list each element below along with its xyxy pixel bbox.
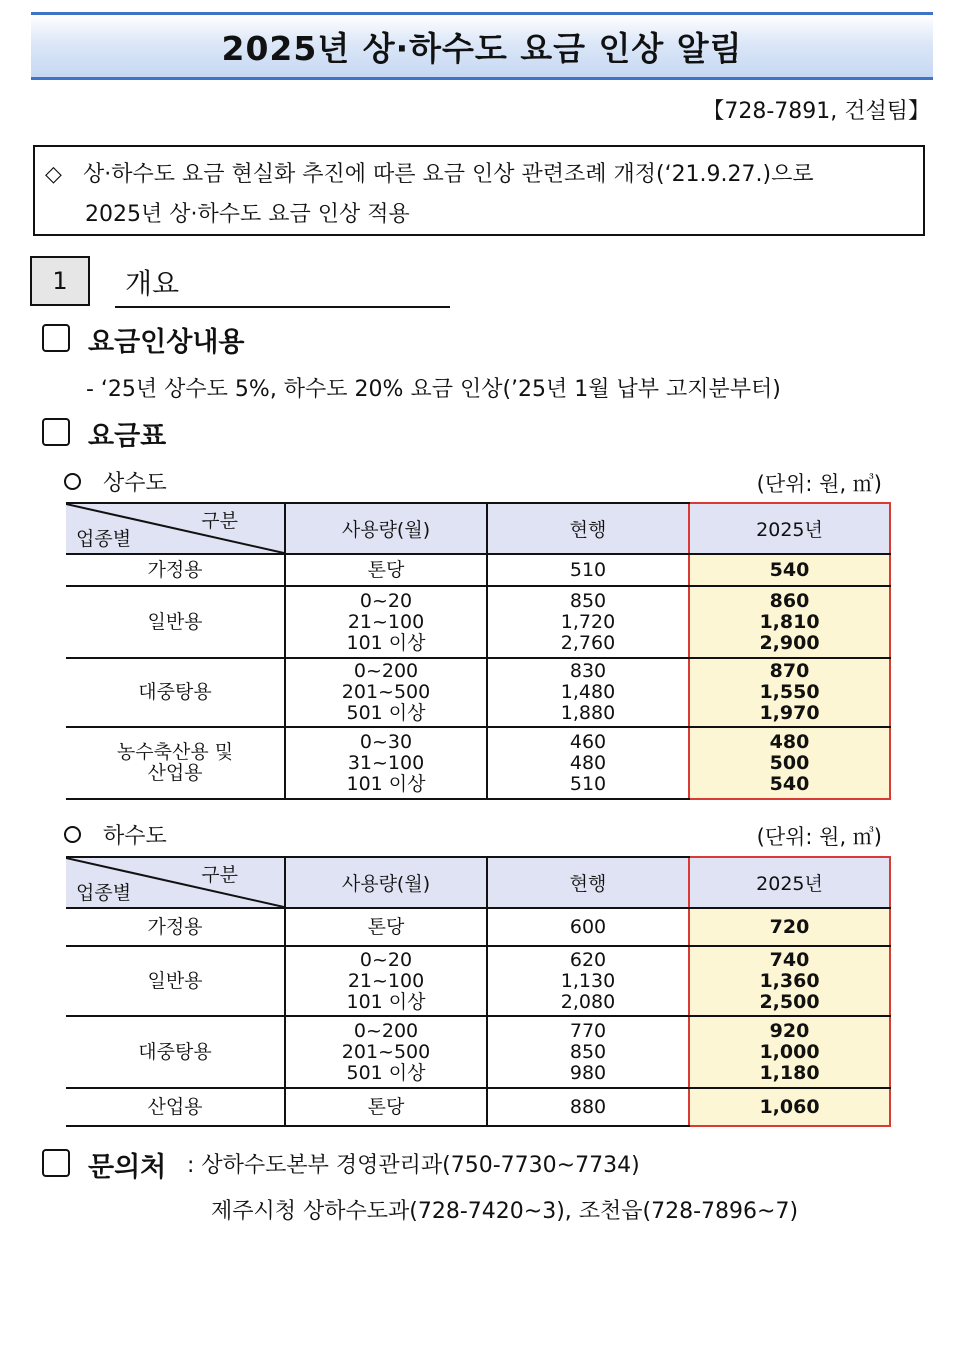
section-underline (115, 306, 450, 308)
table-header-row (66, 503, 890, 554)
table-row (66, 1016, 890, 1088)
new-rate-cell (689, 554, 890, 586)
table-row (66, 946, 890, 1016)
table-row (66, 658, 890, 727)
header-usage: 사용량(월) (285, 857, 487, 908)
diagonal-header-cell (66, 503, 285, 554)
usage-cell (285, 1088, 487, 1126)
new-rate-cell-value: 540 (769, 558, 810, 581)
usage-cell-value: 21~100 (347, 610, 425, 633)
usage-cell-value: 톤당 (367, 915, 405, 938)
current-rate-cell-values (488, 732, 688, 795)
header-current: 현행 (487, 503, 689, 554)
usage-cell (285, 658, 487, 727)
usage-cell-value: 0~30 (359, 730, 413, 753)
new-rate-cell (689, 727, 890, 799)
business-type: 대중탕용 (138, 1040, 212, 1063)
new-rate-cell-value: 2,500 (759, 990, 820, 1013)
sewage-unit: (단위: 원, ㎥) (756, 825, 882, 849)
notice-text-2: 2025년 상·하수도 요금 인상 적용 (85, 202, 410, 227)
business-type: 농수축산용 및 산업용 (116, 741, 234, 784)
new-rate-cell (689, 1016, 890, 1088)
section-title: 개요 (125, 267, 180, 300)
table-row (66, 908, 890, 946)
new-rate-cell-values (690, 560, 889, 581)
inquiry-label: 문의처 (88, 1152, 167, 1183)
business-type: 가정용 (147, 558, 203, 581)
usage-cell (285, 586, 487, 658)
current-rate-cell-value: 620 (569, 948, 607, 971)
sewage-table (66, 856, 891, 1127)
new-rate-cell-value: 1,550 (759, 681, 820, 703)
section-number: 1 (30, 256, 90, 306)
current-rate-cell-value: 1,720 (560, 610, 616, 633)
business-type-cell (66, 658, 285, 727)
rate-increase-detail: - ‘25년 상수도 5%, 하수도 20% 요금 인상(’25년 1월 납부 고지분부터) (86, 377, 781, 402)
notice-box (33, 145, 925, 236)
header-category: 구분 (201, 510, 238, 532)
current-rate-cell (487, 946, 689, 1016)
header-usage: 사용량(월) (285, 503, 487, 554)
current-rate-cell-values (488, 1021, 688, 1084)
water-supply-table (66, 502, 891, 800)
usage-cell-values (286, 1021, 486, 1084)
current-rate-cell-values (488, 661, 688, 724)
new-rate-cell-value: 480 (769, 730, 810, 753)
checkbox-icon (42, 324, 70, 352)
usage-cell-value: 0~200 (353, 1019, 419, 1042)
new-rate-cell-value: 740 (769, 948, 810, 971)
water-supply-label: 상수도 (103, 471, 167, 496)
new-rate-cell-values (690, 1097, 889, 1118)
header-2025: 2025년 (689, 857, 890, 908)
usage-cell-values (286, 661, 486, 724)
current-rate-cell-values (488, 591, 688, 654)
current-rate-cell-value: 850 (569, 589, 607, 612)
usage-cell-value: 31~100 (347, 751, 425, 774)
water-supply-unit: (단위: 원, ㎥) (756, 472, 882, 496)
usage-cell-values (286, 560, 486, 581)
usage-cell-values (286, 917, 486, 938)
new-rate-cell-value: 860 (769, 589, 810, 612)
new-rate-cell (689, 1088, 890, 1126)
usage-cell-value: 101 이상 (346, 990, 426, 1013)
notice-line-1 (45, 155, 911, 195)
new-rate-cell-value: 870 (769, 660, 810, 682)
department-contact: 【728-7891, 건설팀】 (702, 99, 930, 124)
usage-cell-value: 201~500 (341, 1040, 431, 1063)
business-type-cell (66, 727, 285, 799)
current-rate-cell-value: 770 (569, 1019, 607, 1042)
usage-cell (285, 727, 487, 799)
usage-cell-value: 0~20 (359, 948, 413, 971)
usage-cell-value: 0~20 (359, 589, 413, 612)
header-2025: 2025년 (689, 503, 890, 554)
new-rate-cell-value: 1,360 (759, 969, 820, 992)
rate-table-heading: 요금표 (88, 421, 167, 452)
new-rate-cell-values (690, 732, 889, 795)
usage-cell-values (286, 591, 486, 654)
current-rate-cell-values (488, 917, 688, 938)
table-row (66, 727, 890, 799)
current-rate-cell-value: 600 (569, 915, 607, 938)
notice-text-1: 상·하수도 요금 현실화 추진에 따른 요금 인상 관련조례 개정(‘21.9.27.)으로 (83, 162, 814, 187)
current-rate-cell-value: 980 (569, 1061, 607, 1084)
table-header-row (66, 857, 890, 908)
new-rate-cell (689, 658, 890, 727)
usage-cell-value: 톤당 (367, 1095, 405, 1118)
usage-cell-value: 501 이상 (346, 1061, 426, 1084)
new-rate-cell (689, 946, 890, 1016)
circle-bullet-icon (64, 826, 81, 843)
current-rate-cell-values (488, 950, 688, 1013)
business-type: 일반용 (147, 969, 203, 992)
current-rate-cell (487, 586, 689, 658)
usage-cell (285, 1016, 487, 1088)
current-rate-cell-value: 850 (569, 1040, 607, 1063)
usage-cell-value: 101 이상 (346, 772, 426, 795)
new-rate-cell-values (690, 950, 889, 1013)
business-type: 일반용 (147, 610, 203, 633)
new-rate-cell-value: 1,810 (759, 610, 820, 633)
current-rate-cell-value: 830 (569, 660, 607, 682)
header-current: 현행 (487, 857, 689, 908)
usage-cell (285, 554, 487, 586)
sewage-label: 하수도 (103, 824, 167, 849)
current-rate-cell-values (488, 1097, 688, 1118)
diagonal-header-cell (66, 857, 285, 908)
new-rate-cell-value: 1,000 (759, 1040, 820, 1063)
current-rate-cell (487, 1016, 689, 1088)
new-rate-cell-value: 1,060 (759, 1095, 820, 1118)
inquiry-line-1: : 상하수도본부 경영관리과(750-7730~7734) (187, 1153, 640, 1178)
business-type: 산업용 (147, 1095, 203, 1118)
current-rate-cell-value: 1,880 (560, 702, 616, 724)
page-title: 2025년 상·하수도 요금 인상 알림 (221, 28, 743, 68)
new-rate-cell-value: 920 (769, 1019, 810, 1042)
usage-cell-value: 21~100 (347, 969, 425, 992)
usage-cell-values (286, 950, 486, 1013)
new-rate-cell-values (690, 661, 889, 724)
header-business-type: 업종별 (76, 528, 132, 550)
usage-cell (285, 908, 487, 946)
circle-bullet-icon (64, 473, 81, 490)
usage-cell-value: 0~200 (353, 660, 419, 682)
usage-cell-value: 501 이상 (346, 702, 426, 724)
business-type-cell (66, 586, 285, 658)
current-rate-cell-value: 510 (569, 558, 607, 581)
new-rate-cell-value: 1,970 (759, 702, 820, 724)
checkbox-icon (42, 418, 70, 446)
current-rate-cell-value: 1,480 (560, 681, 616, 703)
checkbox-icon (42, 1149, 70, 1177)
table-row (66, 1088, 890, 1126)
current-rate-cell-value: 2,080 (560, 990, 616, 1013)
business-type-cell (66, 554, 285, 586)
business-type-cell (66, 1016, 285, 1088)
new-rate-cell-value: 540 (769, 772, 810, 795)
inquiry-line-2: 제주시청 상하수도과(728-7420~3), 조천읍(728-7896~7) (211, 1199, 799, 1224)
header-category: 구분 (201, 864, 238, 886)
current-rate-cell-value: 880 (569, 1095, 607, 1118)
header-business-type: 업종별 (76, 882, 132, 904)
current-rate-cell-value: 460 (569, 730, 607, 753)
business-type-cell (66, 908, 285, 946)
diamond-icon: ◇ (45, 162, 62, 187)
current-rate-cell-value: 480 (569, 751, 607, 774)
new-rate-cell (689, 908, 890, 946)
usage-cell-values (286, 732, 486, 795)
new-rate-cell-value: 720 (769, 915, 810, 938)
current-rate-cell (487, 554, 689, 586)
usage-cell-values (286, 1097, 486, 1118)
rate-increase-heading: 요금인상내용 (88, 327, 245, 358)
new-rate-cell-value: 500 (769, 751, 810, 774)
current-rate-cell-value: 2,760 (560, 631, 616, 654)
current-rate-cell (487, 1088, 689, 1126)
new-rate-cell (689, 586, 890, 658)
title-banner (31, 12, 933, 80)
business-type-cell (66, 946, 285, 1016)
business-type-cell (66, 1088, 285, 1126)
new-rate-cell-value: 1,180 (759, 1061, 820, 1084)
current-rate-cell (487, 658, 689, 727)
table-row (66, 554, 890, 586)
business-type: 가정용 (147, 915, 203, 938)
business-type: 대중탕용 (138, 681, 212, 703)
current-rate-cell-value: 510 (569, 772, 607, 795)
current-rate-cell-value: 1,130 (560, 969, 616, 992)
new-rate-cell-values (690, 1021, 889, 1084)
current-rate-cell (487, 727, 689, 799)
new-rate-cell-values (690, 917, 889, 938)
usage-cell-value: 톤당 (367, 558, 405, 581)
usage-cell-value: 201~500 (341, 681, 431, 703)
new-rate-cell-value: 2,900 (759, 631, 820, 654)
usage-cell (285, 946, 487, 1016)
usage-cell-value: 101 이상 (346, 631, 426, 654)
new-rate-cell-values (690, 591, 889, 654)
table-row (66, 586, 890, 658)
current-rate-cell (487, 908, 689, 946)
current-rate-cell-values (488, 560, 688, 581)
